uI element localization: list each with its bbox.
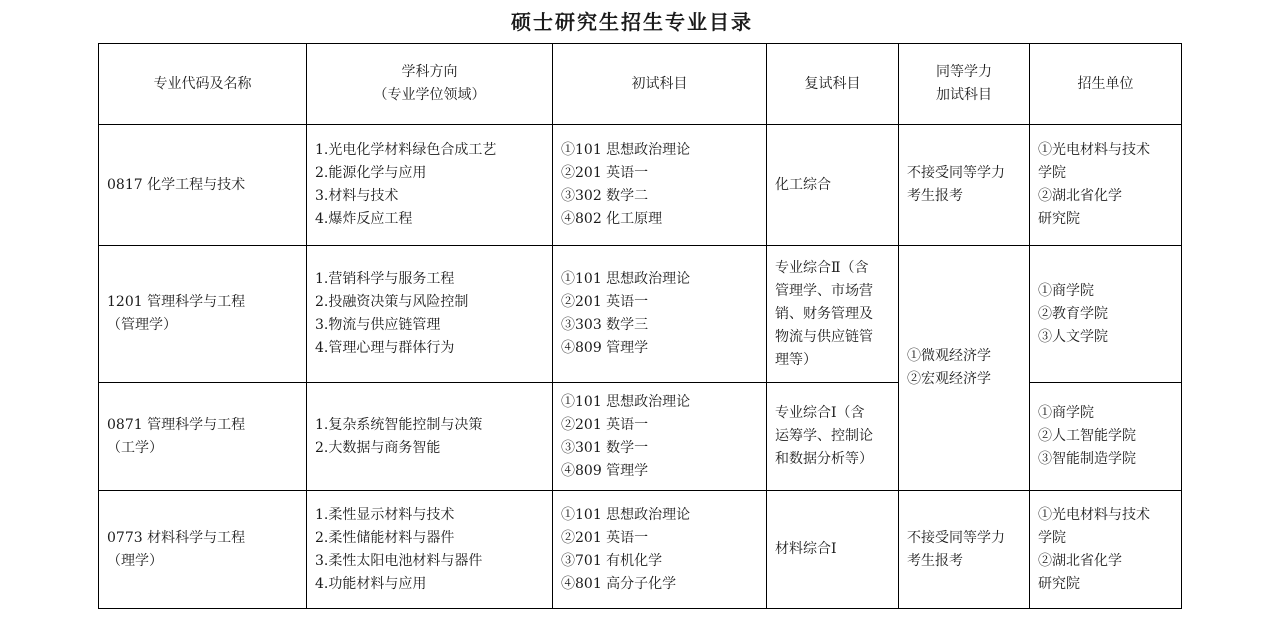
equiv-cell: 不接受同等学力 考生报考 — [899, 491, 1030, 609]
direction-cell: 1.营销科学与服务工程 2.投融资决策与风险控制 3.物流与供应链管理 4.管理心理与群体行为 — [307, 246, 553, 383]
equiv-cell-shared: ①微观经济学 ②宏观经济学 — [899, 246, 1030, 491]
prelim-cell: ①101 思想政治理论 ②201 英语一 ③301 数学一 ④809 管理学 — [553, 383, 767, 491]
prelim-cell: ①101 思想政治理论 ②201 英语一 ③303 数学三 ④809 管理学 — [553, 246, 767, 383]
header-prelim: 初试科目 — [553, 44, 767, 125]
header-major: 专业代码及名称 — [99, 44, 307, 125]
major-cell: 0871 管理科学与工程 （工学） — [99, 383, 307, 491]
table-row — [99, 491, 1182, 609]
header-equiv: 同等学力 加试科目 — [899, 44, 1030, 125]
retest-cell: 化工综合 — [767, 125, 899, 246]
table-row — [99, 125, 1182, 246]
major-cell: 0817 化学工程与技术 — [99, 125, 307, 246]
major-cell: 0773 材料科学与工程 （理学） — [99, 491, 307, 609]
direction-cell: 1.复杂系统智能控制与决策 2.大数据与商务智能 — [307, 383, 553, 491]
header-row — [99, 44, 1182, 125]
major-catalog-table — [98, 43, 1182, 609]
header-unit: 招生单位 — [1030, 44, 1182, 125]
page-title: 硕士研究生招生专业目录 — [511, 10, 753, 34]
retest-cell: 专业综合Ⅱ（含 管理学、市场营 销、财务管理及 物流与供应链管 理等） — [767, 246, 899, 383]
retest-cell: 专业综合Ⅰ（含 运筹学、控制论 和数据分析等） — [767, 383, 899, 491]
unit-cell: ①商学院 ②教育学院 ③人文学院 — [1030, 246, 1182, 383]
unit-cell: ①光电材料与技术 学院 ②湖北省化学 研究院 — [1030, 125, 1182, 246]
direction-cell: 1.光电化学材料绿色合成工艺 2.能源化学与应用 3.材料与技术 4.爆炸反应工程 — [307, 125, 553, 246]
equiv-cell: 不接受同等学力 考生报考 — [899, 125, 1030, 246]
prelim-cell: ①101 思想政治理论 ②201 英语一 ③701 有机化学 ④801 高分子化学 — [553, 491, 767, 609]
unit-cell: ①光电材料与技术 学院 ②湖北省化学 研究院 — [1030, 491, 1182, 609]
direction-cell: 1.柔性显示材料与技术 2.柔性储能材料与器件 3.柔性太阳电池材料与器件 4.功能材料与应用 — [307, 491, 553, 609]
prelim-cell: ①101 思想政治理论 ②201 英语一 ③302 数学二 ④802 化工原理 — [553, 125, 767, 246]
unit-cell: ①商学院 ②人工智能学院 ③智能制造学院 — [1030, 383, 1182, 491]
table-row — [99, 246, 1182, 383]
header-retest: 复试科目 — [767, 44, 899, 125]
header-direction: 学科方向 （专业学位领域） — [307, 44, 553, 125]
retest-cell: 材料综合Ⅰ — [767, 491, 899, 609]
major-cell: 1201 管理科学与工程 （管理学） — [99, 246, 307, 383]
